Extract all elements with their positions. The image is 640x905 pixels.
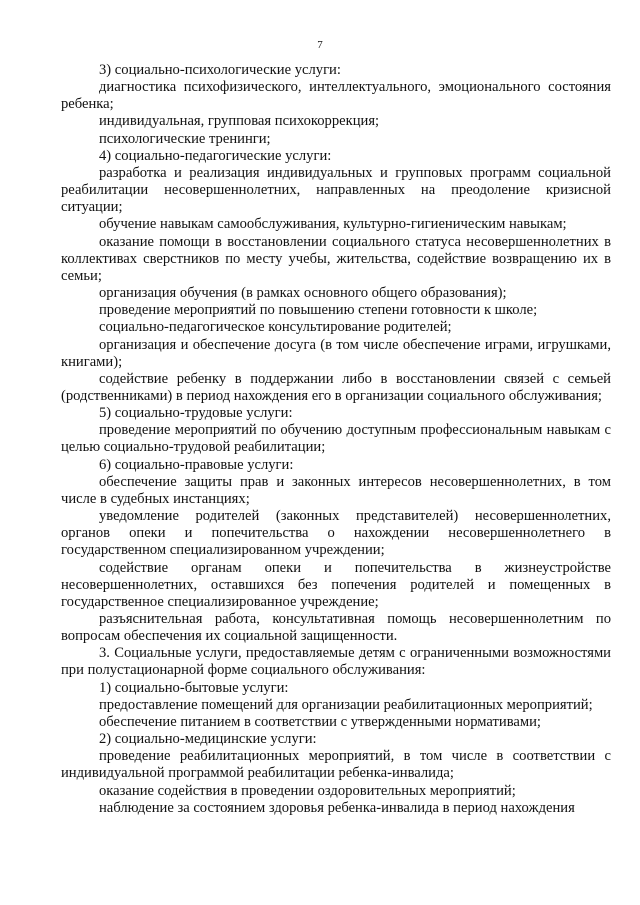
document-body: [61, 62, 611, 817]
paragraph: обеспечение питанием в соответствии с утвержденными нормативами;: [99, 713, 541, 730]
paragraph: 3. Социальные услуги, предоставляемые детям с ограниченными возможностями при полустационарной форме социального обслуживания:: [61, 645, 611, 679]
paragraph: организация обучения (в рамках основного общего образования);: [99, 285, 507, 302]
paragraph: содействие органам опеки и попечительства в жизнеустройстве несовершеннолетних, оставшихся без попечения родителей и помещенных в государственное специализированное учреждение;: [61, 559, 611, 610]
paragraph: 3) социально-психологические услуги:: [99, 62, 341, 78]
paragraph: 5) социально-трудовые услуги:: [99, 405, 293, 422]
paragraph: проведение реабилитационных мероприятий, в том числе в соответствии с индивидуальной программой реабилитации ребенка-инвалида;: [61, 748, 611, 782]
paragraph: оказание содействия в проведении оздоровительных мероприятий;: [99, 782, 516, 799]
paragraph: обучение навыкам самообслуживания, культурно-гигиеническим навыкам;: [99, 216, 567, 233]
paragraph: индивидуальная, групповая психокоррекция;: [99, 113, 380, 130]
paragraph: 6) социально-правовые услуги:: [99, 456, 294, 473]
paragraph: психологические тренинги;: [99, 130, 271, 147]
paragraph: наблюдение за состоянием здоровья ребенка-инвалида в период нахождения: [99, 799, 575, 816]
paragraph: содействие ребенку в поддержании либо в восстановлении связей с семьей (родственниками) в период нахождения его в организации социального обслуживания;: [61, 370, 611, 404]
paragraph: 1) социально-бытовые услуги:: [99, 679, 289, 696]
paragraph: проведение мероприятий по повышению степени готовности к школе;: [99, 302, 538, 319]
paragraph: оказание помощи в восстановлении социального статуса несовершеннолетних в коллективах сверстников по месту учебы, жительства, содействие возвращению их в семьи;: [61, 233, 611, 284]
paragraph: предоставление помещений для организации реабилитационных мероприятий;: [99, 696, 593, 713]
paragraph: организация и обеспечение досуга (в том числе обеспечение играми, игрушками, книгами);: [61, 336, 611, 370]
paragraph: диагностика психофизического, интеллектуального, эмоционального состояния ребенка;: [61, 79, 611, 113]
paragraph: 2) социально-медицинские услуги:: [99, 731, 317, 748]
paragraph: уведомление родителей (законных представителей) несовершеннолетних, органов опеки и попечительства о нахождении несовершеннолетнего в государственном специализированном учреждении;: [61, 508, 611, 559]
paragraph: 4) социально-педагогические услуги:: [99, 147, 332, 164]
paragraph: разъяснительная работа, консультативная помощь несовершеннолетним по вопросам обеспечения их социальной защищенности.: [61, 611, 611, 645]
paragraph: социально-педагогическое консультирование родителей;: [99, 319, 452, 336]
paragraph: обеспечение защиты прав и законных интересов несовершеннолетних, в том числе в судебных инстанциях;: [61, 473, 611, 507]
paragraph: проведение мероприятий по обучению доступным профессиональным навыкам с целью социально-трудовой реабилитации;: [61, 422, 611, 456]
paragraph: разработка и реализация индивидуальных и групповых программ социальной реабилитации несовершеннолетних, направленных на преодоление кризисной ситуации;: [61, 164, 611, 216]
page-number: 7: [317, 39, 323, 51]
